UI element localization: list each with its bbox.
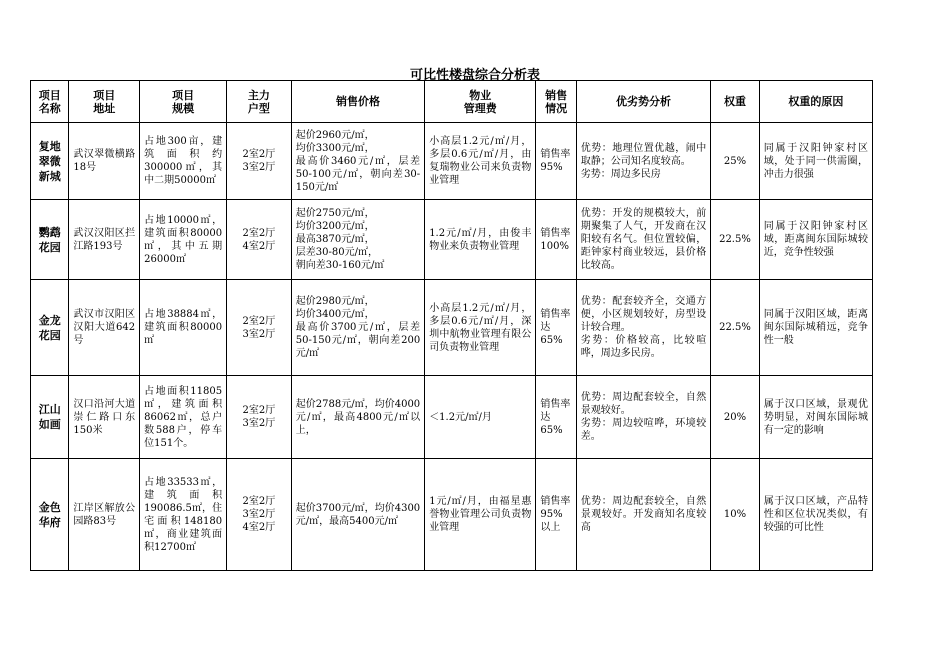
header-project-scale: 项目 规模 — [140, 81, 227, 123]
main-units: 2室2厅 4室2厅 — [227, 200, 292, 280]
header-sales-status: 销售 情况 — [536, 81, 576, 123]
management-fee: 1.2元/㎡/月，由俊丰物业来负责物业管理 — [425, 200, 536, 280]
sale-price: 起价2960元/㎡， 均价3300元/㎡， 最高价3460元/㎡，层差50-100元/㎡，朝向差30-150元/㎡ — [291, 123, 424, 200]
project-name: 金色 华府 — [31, 459, 69, 571]
sale-price: 起价2750元/㎡， 均价3200元/㎡， 最高3870元/㎡， 层差30-80元/㎡， 朝向差30-160元/㎡ — [291, 200, 424, 280]
header-management-fee: 物业 管理费 — [425, 81, 536, 123]
management-fee: ＜1.2元/㎡/月 — [425, 376, 536, 459]
table-row — [31, 376, 873, 459]
project-name: 鹦鹉 花园 — [31, 200, 69, 280]
table-row — [31, 200, 873, 280]
document-title: 可比性楼盘综合分析表 — [409, 68, 540, 83]
project-scale: 占地10000㎡，建筑面积80000㎡，其中五期26000㎡ — [140, 200, 227, 280]
weight: 10% — [711, 459, 760, 571]
sale-price: 起价2980元/㎡， 均价3400元/㎡， 最高价3700元/㎡，层差50-150元/㎡，朝向差200元/㎡ — [291, 280, 424, 376]
project-scale: 占地33533㎡，建筑面积190086.5㎡，住宅面积148180㎡，商业建筑面积12700㎡ — [140, 459, 227, 571]
header-sale-price: 销售价格 — [291, 81, 424, 123]
project-address: 江岸区解放公园路83号 — [69, 459, 140, 571]
main-units: 2室2厅 3室2厅 — [227, 123, 292, 200]
header-row — [31, 81, 873, 123]
weight: 22.5% — [711, 200, 760, 280]
project-name: 江山 如画 — [31, 376, 69, 459]
project-name: 金龙 花园 — [31, 280, 69, 376]
main-units: 2室2厅 3室2厅 — [227, 376, 292, 459]
project-scale: 占地38884㎡，建筑面积80000㎡ — [140, 280, 227, 376]
weight: 22.5% — [711, 280, 760, 376]
weight-reason: 同属于汉阳区域，距离闽东国际城稍远，竞争性一般 — [759, 280, 872, 376]
sale-price: 起价3700元/㎡，均价4300元/㎡，最高5400元/㎡ — [291, 459, 424, 571]
weight-reason: 同属于汉阳钟家村区域，处于同一供需圈，冲击力很强 — [759, 123, 872, 200]
header-project-name: 项目 名称 — [31, 81, 69, 123]
analysis: 优势：配套较齐全，交通方便，小区规划较好，房型设计较合理。 劣势：价格较高，比较喧哗，周边多民房。 — [576, 280, 710, 376]
table-row — [31, 123, 873, 200]
analysis: 优势：地理位置优越，闹中取静；公司知名度较高。 劣势：周边多民房 — [576, 123, 710, 200]
sales-status: 销售率达 65% — [536, 280, 576, 376]
sale-price: 起价2788元/㎡，均价4000元/㎡，最高4800元/㎡以上， — [291, 376, 424, 459]
management-fee: 小高层1.2元/㎡/月，多层0.6元/㎡/月，由复瑞物业公司来负责物业管理 — [425, 123, 536, 200]
project-address: 武汉汉阳区拦江路193号 — [69, 200, 140, 280]
main-units: 2室2厅 3室2厅 — [227, 280, 292, 376]
project-address: 武汉市汉阳区汉阳大道642号 — [69, 280, 140, 376]
sales-status: 销售率 95% — [536, 123, 576, 200]
analysis: 优势：周边配套较全，自然景观较好。 劣势：周边较喧哗，环境较差。 — [576, 376, 710, 459]
project-address: 汉口沿河大道崇仁路口东150米 — [69, 376, 140, 459]
project-name: 复地 翠微 新城 — [31, 123, 69, 200]
header-analysis: 优劣势分析 — [576, 81, 710, 123]
header-weight-reason: 权重的原因 — [759, 81, 872, 123]
table-row — [31, 459, 873, 571]
sales-status: 销售率 100% — [536, 200, 576, 280]
weight-reason: 同属于汉阳钟家村区域，距离闽东国际城较近，竞争性较强 — [759, 200, 872, 280]
weight-reason: 属于汉口区域，景观优势明显，对闽东国际城有一定的影响 — [759, 376, 872, 459]
management-fee: 1元/㎡/月，由福星惠誉物业管理公司负责物业管理 — [425, 459, 536, 571]
project-address: 武汉翠微横路18号 — [69, 123, 140, 200]
project-scale: 占地300亩，建筑面积约300000㎡，其中二期50000㎡ — [140, 123, 227, 200]
project-scale: 占地面积11805㎡，建筑面积86062㎡，总户数588户，停车位151个。 — [140, 376, 227, 459]
header-weight: 权重 — [711, 81, 760, 123]
weight: 25% — [711, 123, 760, 200]
sales-status: 销售率 95% 以上 — [536, 459, 576, 571]
main-units: 2室2厅 3室2厅 4室2厅 — [227, 459, 292, 571]
analysis: 优势：开发的规模较大，前期聚集了人气，开发商在汉阳较有名气。但位置较偏，距钟家村商业较远，县价格比较高。 — [576, 200, 710, 280]
header-main-units: 主力 户型 — [227, 81, 292, 123]
management-fee: 小高层1.2元/㎡/月，多层0.6元/㎡/月，深圳中航物业管理有限公司负责物业管理 — [425, 280, 536, 376]
analysis: 优势：周边配套较全，自然景观较好。开发商知名度较高 — [576, 459, 710, 571]
sales-status: 销售率达 65% — [536, 376, 576, 459]
table-row — [31, 280, 873, 376]
header-project-address: 项目 地址 — [69, 81, 140, 123]
comparison-table — [30, 80, 873, 571]
weight: 20% — [711, 376, 760, 459]
weight-reason: 属于汉口区域，产品特性和区位状况类似，有较强的可比性 — [759, 459, 872, 571]
